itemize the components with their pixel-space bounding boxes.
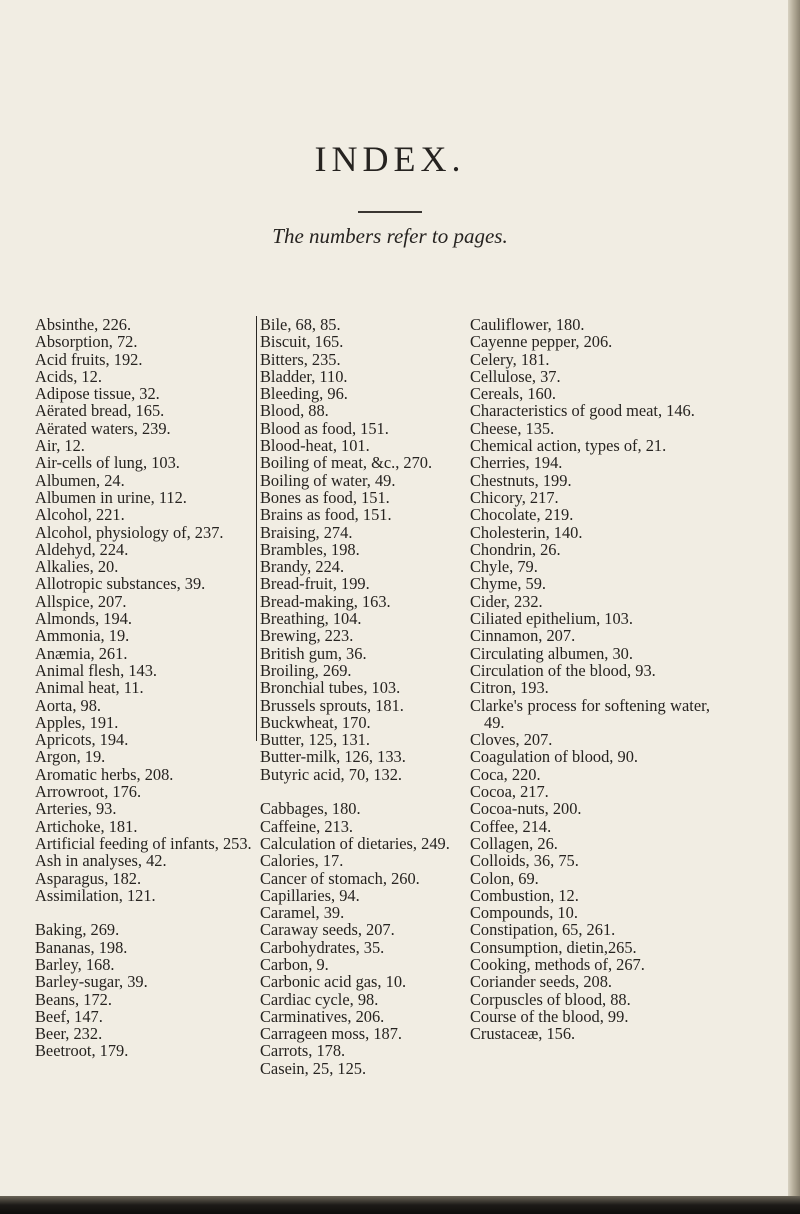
index-entry: Blood, 88.: [260, 401, 329, 421]
index-entry: Butter, 125, 131.: [260, 730, 370, 750]
index-entry: Buckwheat, 170.: [260, 712, 371, 732]
index-entry: Carrageen moss, 187.: [260, 1024, 403, 1044]
index-entry: Cholesterin, 140.: [470, 522, 583, 542]
index-entry: Arteries, 93.: [35, 799, 117, 819]
index-entry: Cheese, 135.: [470, 418, 555, 438]
index-entry: Bile, 68, 85.: [260, 315, 341, 334]
index-entry: Beef, 147.: [35, 1006, 103, 1026]
index-entry: Alcohol, 221.: [35, 505, 125, 525]
index-entry: Animal flesh, 143.: [35, 660, 158, 680]
index-entry: Cancer of stomach, 260.: [260, 868, 420, 888]
index-entry: Circulation of the blood, 93.: [470, 660, 656, 680]
index-entry: Casein, 25, 125.: [260, 1058, 367, 1078]
index-column-3: [470, 316, 710, 1042]
index-entry: Apricots, 194.: [35, 730, 129, 750]
index-entry: Bananas, 198.: [35, 937, 128, 957]
index-entry: Compounds, 10.: [470, 903, 578, 923]
index-entry: Calculation of dietaries, 249.: [260, 833, 450, 853]
index-entry: Albumen, 24.: [35, 470, 125, 490]
index-entry: Allspice, 207.: [35, 591, 127, 611]
index-entry: Bread-making, 163.: [260, 591, 391, 611]
index-entry: Aërated waters, 239.: [35, 418, 171, 438]
index-entry: Ciliated epithelium, 103.: [470, 609, 633, 629]
index-entry: Ammonia, 19.: [35, 626, 130, 646]
index-entry: Brandy, 224.: [260, 557, 345, 577]
index-entry: Coagulation of blood, 90.: [470, 747, 638, 767]
index-entry: Assimilation, 121.: [35, 885, 156, 905]
index-entry: Coffee, 214.: [470, 816, 552, 836]
index-entry: Baking, 269.: [35, 920, 120, 940]
index-entry: Aorta, 98.: [35, 695, 102, 715]
index-entry: Chyme, 59.: [470, 574, 547, 594]
index-entry: Boiling of water, 49.: [260, 470, 396, 490]
index-entry: Braising, 274.: [260, 522, 353, 542]
index-entry: Blood as food, 151.: [260, 418, 389, 438]
index-entry: Characteristics of good meat, 146.: [470, 401, 695, 421]
index-entry: Beer, 232.: [35, 1024, 103, 1044]
index-entry: Clarke's process for softening water, 49.: [470, 695, 710, 732]
page-bottom-edge: [0, 1196, 800, 1214]
index-entry: Bones as food, 151.: [260, 487, 390, 507]
index-entry: Citron, 193.: [470, 678, 549, 698]
index-entry: Breathing, 104.: [260, 609, 362, 629]
index-entry: Animal heat, 11.: [35, 678, 144, 698]
index-entry: Cloves, 207.: [470, 730, 553, 750]
index-entry: Caramel, 39.: [260, 903, 345, 923]
index-entry: Combustion, 12.: [470, 885, 579, 905]
index-entry: Adipose tissue, 32.: [35, 384, 160, 404]
index-entry: Circulating albumen, 30.: [470, 643, 633, 663]
index-entry: Artichoke, 181.: [35, 816, 138, 836]
index-entry: Cocoa, 217.: [470, 782, 549, 802]
index-entry: Bread-fruit, 199.: [260, 574, 370, 594]
index-entry: Course of the blood, 99.: [470, 1006, 629, 1026]
index-entry: Cardiac cycle, 98.: [260, 989, 379, 1009]
index-entry: Beetroot, 179.: [35, 1041, 129, 1061]
index-entry: Carbon, 9.: [260, 954, 329, 974]
page-subtitle: The numbers refer to pages.: [272, 224, 508, 248]
index-entry: Cellulose, 37.: [470, 366, 561, 386]
index-entry: Absorption, 72.: [35, 332, 138, 352]
index-entry: Cinnamon, 207.: [470, 626, 576, 646]
index-entry: Argon, 19.: [35, 747, 106, 767]
index-entry: Corpuscles of blood, 88.: [470, 989, 631, 1009]
index-entry: Crustaceæ, 156.: [470, 1024, 576, 1044]
index-entry: Chondrin, 26.: [470, 539, 561, 559]
index-entry: Coca, 220.: [470, 764, 541, 784]
index-entry: Almonds, 194.: [35, 609, 132, 629]
index-entry: Capillaries, 94.: [260, 885, 360, 905]
index-entry: Apples, 191.: [35, 712, 119, 732]
index-entry: Bronchial tubes, 103.: [260, 678, 401, 698]
index-entry: British gum, 36.: [260, 643, 367, 663]
index-entry: Cooking, methods of, 267.: [470, 954, 645, 974]
index-entry: Allotropic substances, 39.: [35, 574, 206, 594]
index-entry: Arrowroot, 176.: [35, 782, 142, 802]
index-entry: Blood-heat, 101.: [260, 436, 370, 456]
index-entry: Barley, 168.: [35, 954, 115, 974]
index-entry: Bitters, 235.: [260, 349, 341, 369]
index-entry: Cabbages, 180.: [260, 799, 361, 819]
index-entry: Artificial feeding of infants, 253.: [35, 833, 252, 853]
index-entry: Caffeine, 213.: [260, 816, 354, 836]
index-entry: Albumen in urine, 112.: [35, 487, 187, 507]
index-entry: Aldehyd, 224.: [35, 539, 129, 559]
index-entry: Colon, 69.: [470, 868, 539, 888]
index-entry: Carrots, 178.: [260, 1041, 346, 1061]
index-entry: Cayenne pepper, 206.: [470, 332, 613, 352]
index-entry: Bladder, 110.: [260, 366, 348, 386]
title-rule: [358, 211, 422, 213]
index-entry: Carbonic acid gas, 10.: [260, 972, 407, 992]
index-entry: Calories, 17.: [260, 851, 344, 871]
index-entry: Air-cells of lung, 103.: [35, 453, 180, 473]
index-entry: Aromatic herbs, 208.: [35, 764, 174, 784]
index-entry: Biscuit, 165.: [260, 332, 344, 352]
index-entry: Brambles, 198.: [260, 539, 360, 559]
index-entry: Aërated bread, 165.: [35, 401, 165, 421]
index-entry: Collagen, 26.: [470, 833, 558, 853]
index-entry: Acid fruits, 192.: [35, 349, 143, 369]
index-entry: Carbohydrates, 35.: [260, 937, 385, 957]
index-entry: Butyric acid, 70, 132.: [260, 764, 403, 784]
index-entry: Cauliflower, 180.: [470, 315, 585, 334]
index-entry: Absinthe, 226.: [35, 315, 132, 334]
index-entry: Celery, 181.: [470, 349, 550, 369]
index-entry: Chocolate, 219.: [470, 505, 574, 525]
index-entry: Brewing, 223.: [260, 626, 354, 646]
page-title: INDEX.: [314, 139, 466, 179]
index-entry: Cherries, 194.: [470, 453, 563, 473]
index-column-1: [35, 316, 267, 1060]
index-entry: Carminatives, 206.: [260, 1006, 385, 1026]
index-column-2: [256, 315, 492, 1078]
index-entry: Broiling, 269.: [260, 660, 352, 680]
index-entry: Caraway seeds, 207.: [260, 920, 395, 940]
index-entry: Chestnuts, 199.: [470, 470, 572, 490]
index-entry: Coriander seeds, 208.: [470, 972, 613, 992]
index-entry: Colloids, 36, 75.: [470, 851, 579, 871]
index-entry: Cereals, 160.: [470, 384, 557, 404]
index-entry: Butter-milk, 126, 133.: [260, 747, 406, 767]
group-spacer: [35, 904, 267, 921]
index-entry: Acids, 12.: [35, 366, 102, 386]
index-entry: Alkalies, 20.: [35, 557, 119, 577]
index-entry: Alcohol, physiology of, 237.: [35, 522, 224, 542]
index-entry: Constipation, 65, 261.: [470, 920, 616, 940]
index-entry: Asparagus, 182.: [35, 868, 142, 888]
index-entry: Brains as food, 151.: [260, 505, 392, 525]
group-spacer: [260, 783, 492, 800]
index-entry: Cider, 232.: [470, 591, 543, 611]
index-entry: Barley-sugar, 39.: [35, 972, 148, 992]
index-entry: Chicory, 217.: [470, 487, 559, 507]
index-entry: Anæmia, 261.: [35, 643, 128, 663]
index-entry: Beans, 172.: [35, 989, 112, 1009]
index-entry: Brussels sprouts, 181.: [260, 695, 404, 715]
page-edge-shadow: [788, 0, 800, 1214]
index-entry: Ash in analyses, 42.: [35, 851, 167, 871]
index-entry: Chyle, 79.: [470, 557, 538, 577]
index-entry: Consumption, dietin,265.: [470, 937, 637, 957]
index-entry: Boiling of meat, &c., 270.: [260, 453, 433, 473]
index-entry: Air, 12.: [35, 436, 85, 456]
index-entry: Chemical action, types of, 21.: [470, 436, 667, 456]
index-entry: Cocoa-nuts, 200.: [470, 799, 582, 819]
index-entry: Bleeding, 96.: [260, 384, 348, 404]
